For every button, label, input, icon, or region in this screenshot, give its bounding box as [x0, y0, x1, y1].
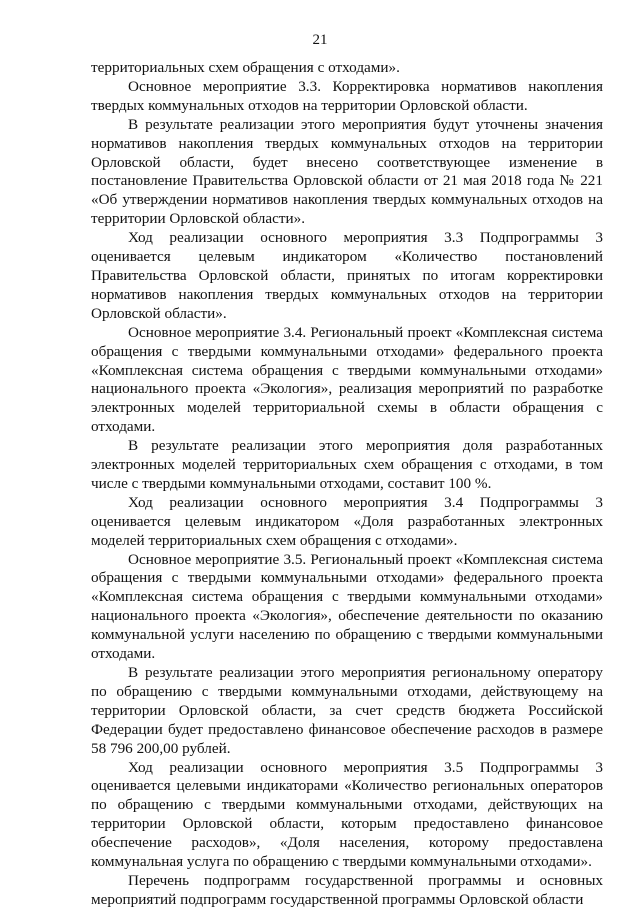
- paragraph-measure-3-5: Основное мероприятие 3.5. Региональный проект «Комплексная система обращения с твердыми коммунальными отходами» федерального проекта «Комплексная система обращения с твердыми коммунальными отходами» национального проекта «Экология», обеспечение деятельности по оказанию коммунальной услуги населению по обращению с твердыми коммунальными отходами.: [91, 550, 603, 663]
- paragraph-measure-3-4-result: В результате реализации этого мероприятия доля разработанных электронных моделей территориальных схем обращения с отходами, в том числе с твердыми коммунальными отходами, составит 100 %.: [91, 437, 603, 492]
- paragraph-measure-3-5-indicator: Ход реализации основного мероприятия 3.5 Подпрограммы 3 оценивается целевыми индикаторами «Количество региональных операторов по обращению с твердыми коммунальными отходами, действующих на территории Орловской области, которым предоставлено финансовое обеспечение расходов», «Доля населения, которому предоставлена коммунальная услуга по обращению с твердыми коммунальными отходами».: [91, 758, 603, 871]
- paragraph-measure-3-3-result: В результате реализации этого мероприятия будут уточнены значения нормативов накопления твердых коммунальных отходов на территории Орловской области, будет внесено соответствующее изменение в постановление Правительства Орловской области от 21 мая 2018 года № 221 «Об утверждении нормативов накопления твердых коммунальных отходов на территории Орловской области».: [91, 115, 603, 228]
- paragraph-measure-3-4: Основное мероприятие 3.4. Региональный проект «Комплексная система обращения с твердыми коммунальными отходами» федерального проекта «Комплексная система обращения с твердыми коммунальными отходами» национального проекта «Экология», реализация мероприятий по разработке электронных моделей территориальной схемы в области обращения с отходами.: [91, 323, 603, 436]
- paragraph-measure-3-5-result: В результате реализации этого мероприятия региональному оператору по обращению с твердыми коммунальными отходами, действующему на территории Орловской области, за счет средств бюджета Российской Федерации будет предоставлено финансовое обеспечение расходов в размере 58 796 200,00 рублей.: [91, 664, 603, 757]
- paragraph-measure-3-3: Основное мероприятие 3.3. Корректировка нормативов накопления твердых коммунальных отходов на территории Орловской области.: [91, 77, 603, 114]
- page-number: 21: [312, 32, 328, 48]
- paragraph-measure-3-3-indicator: Ход реализации основного мероприятия 3.3 Подпрограммы 3 оценивается целевым индикатором «Количество постановлений Правительства Орловской области, принятых по итогам корректировки нормативов накопления твердых коммунальных отходов на территории Орловской области».: [91, 229, 603, 322]
- document-body: [91, 59, 603, 910]
- paragraph-list-intro: Перечень подпрограмм государственной программы и основных мероприятий подпрограмм государственной программы Орловской области: [91, 871, 603, 908]
- paragraph-measure-3-4-indicator: Ход реализации основного мероприятия 3.4 Подпрограммы 3 оценивается целевым индикатором «Доля разработанных электронных моделей территориальных схем обращения с отходами».: [91, 493, 603, 549]
- paragraph-continuation: территориальных схем обращения с отходами».: [91, 59, 400, 76]
